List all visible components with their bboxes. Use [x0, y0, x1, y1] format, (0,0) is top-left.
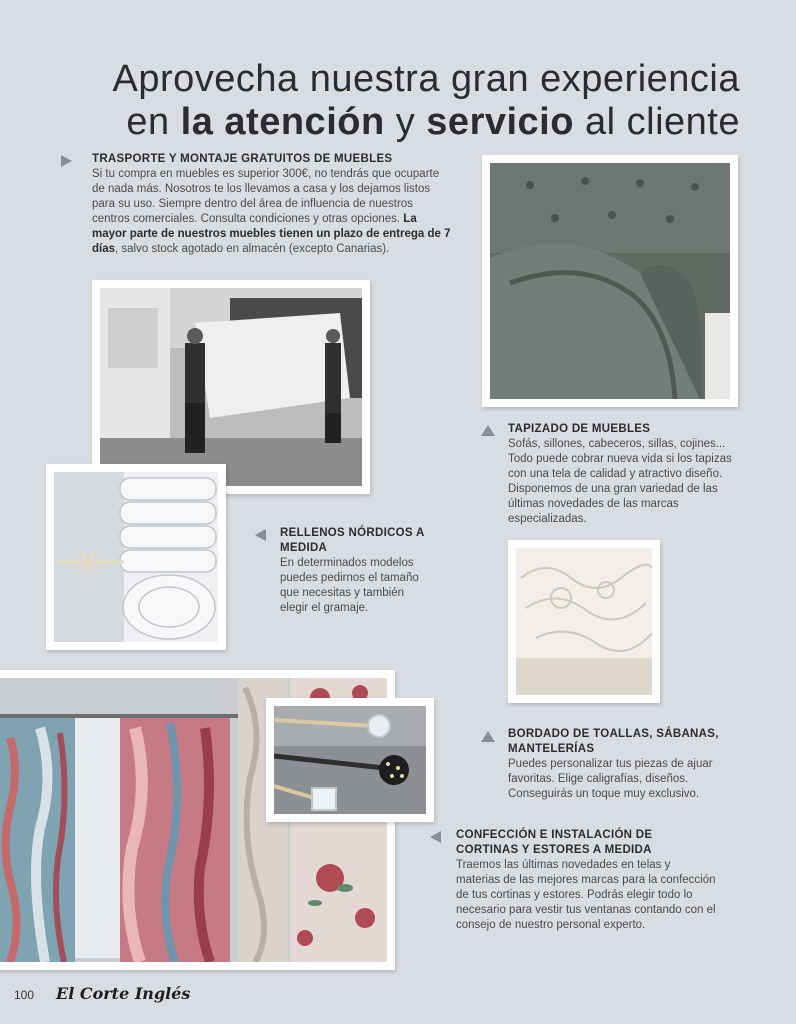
- delivery-photo: [92, 280, 370, 494]
- section-transporte: [92, 152, 452, 257]
- title-line-2: en la atención y servicio al cliente: [126, 101, 740, 143]
- section-cortinas-body: Traemos las últimas novedades en telas y materias de las mejores marcas para la confección de tus cortinas y estores. Podrás elegir todo lo necesario para vestir tus ventanas contando con el consejo de nuestro personal experto.: [456, 859, 716, 931]
- section-transporte-title: TRASPORTE Y MONTAJE GRATUITOS DE MUEBLES: [92, 153, 393, 165]
- page-title: [113, 58, 741, 144]
- bullet-arrow-icon: [255, 529, 266, 541]
- section-rellenos: [280, 526, 430, 616]
- duvets-photo: [46, 464, 226, 650]
- curtain-rods-photo: [266, 698, 434, 822]
- sofa-photo: [482, 155, 738, 407]
- brand-logo: El Corte Inglés: [56, 984, 191, 1003]
- title-line-1: Aprovecha nuestra gran experiencia: [112, 58, 740, 100]
- section-cortinas: [456, 828, 716, 933]
- bullet-arrow-icon: [481, 731, 495, 742]
- bullet-arrow-icon: [481, 425, 495, 436]
- section-bordado-title: BORDADO DE TOALLAS, SÁBANAS, MANTELERÍAS: [508, 728, 719, 755]
- section-bordado-body: Puedes personalizar tus piezas de ajuar favoritas. Elige caligrafías, diseños. Conseguirás un toque muy exclusivo.: [508, 758, 713, 800]
- section-tapizado-title: TAPIZADO DE MUEBLES: [508, 423, 651, 435]
- section-transporte-body: Si tu compra en muebles es superior 300€, no tendrás que ocuparte de nada más. Nosotros te los llevamos a casa y los dejamos listos para su uso. Siempre dentro del área de influencia de nuestros centros comerciales. Consulta condiciones y otras opciones. La mayor parte de nuestros muebles tienen un plazo de entrega de 7 días, salvo stock agotado en almacén (excepto Canarias).: [92, 168, 451, 255]
- bullet-arrow-icon: [61, 155, 72, 167]
- section-rellenos-title: RELLENOS NÓRDICOS A MEDIDA: [280, 527, 425, 554]
- bullet-arrow-icon: [430, 831, 441, 843]
- embroidery-photo: [508, 540, 660, 703]
- section-cortinas-title: CONFECCIÓN E INSTALACIÓN DE CORTINAS Y ESTORES A MEDIDA: [456, 829, 653, 856]
- section-bordado: [508, 727, 748, 802]
- section-tapizado: [508, 422, 748, 527]
- section-tapizado-body: Sofás, sillones, cabeceros, sillas, cojines... Todo puede cobrar nueva vida si los tapizas con una tela de calidad y atractivo diseño. Disponemos de una gran variedad de las últimas novedades de las marcas especializadas.: [508, 438, 732, 525]
- page-number: 100: [14, 988, 35, 1002]
- section-rellenos-body: En determinados modelos puedes pedirnos el tamaño que necesitas y también elegir el gramaje.: [280, 557, 419, 614]
